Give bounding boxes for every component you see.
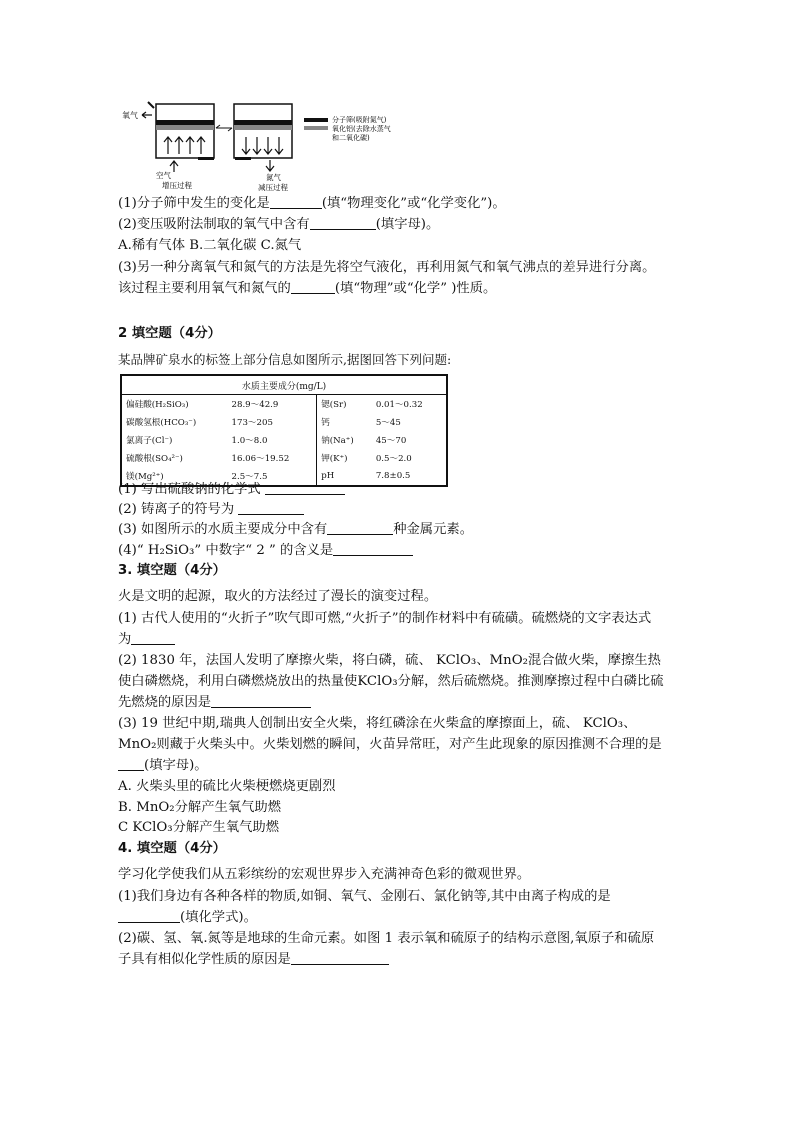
label-nitrogen: 氮气 — [266, 173, 281, 182]
answer-blank[interactable] — [238, 500, 304, 515]
q3-option-a: A. 火柴头里的硫比火柴梗燃烧更剧烈 — [118, 779, 336, 794]
q1-line5: 该过程主要利用氧气和氮气的 (填“物理”或“化学” )性质。 — [118, 281, 497, 296]
q2-s2: (2) 铸离子的符号为 — [118, 500, 304, 520]
q2-title: 2 填空题（4分） — [118, 326, 221, 341]
legend-alumina-2: 和二氧化碳) — [332, 134, 370, 142]
q3-p3c: (填字母)。 — [118, 756, 208, 776]
answer-blank[interactable] — [270, 194, 322, 209]
table-row: 镁(Mg²⁺) 2.5～7.5 pH 7.8±0.5 — [121, 467, 447, 486]
q2-intro: 某品牌矿泉水的标签上部分信息如图所示,据图回答下列问题: — [118, 352, 452, 367]
answer-blank[interactable] — [118, 908, 180, 923]
q3-p2b: 使白磷燃烧，利用白磷燃烧放出的热量使KClO₃分解，然后硫燃烧。推测摩擦过程中白磷比硫 — [118, 674, 664, 689]
q4-title: 4. 填空题（4分） — [118, 841, 226, 856]
legend-alumina: 氧化铝(去除水蒸气 — [332, 125, 391, 133]
label-air: 空气 — [156, 171, 171, 180]
label-depressurize: 减压过程 — [258, 183, 288, 192]
q3-intro: 火是文明的起源，取火的方法经过了漫长的演变过程。 — [118, 589, 438, 604]
answer-blank[interactable] — [327, 520, 393, 535]
q1-line1: (1)分子筛中发生的变化是 (填“物理变化”或“化学变化”)。 — [118, 196, 506, 211]
label-pressurize: 增压过程 — [162, 181, 192, 190]
table-row: 氯离子(Cl⁻) 1.0～8.0 钠(Na⁺) 45～70 — [121, 431, 447, 449]
q1-line2: (2)变压吸附法制取的氧气中含有 (填字母)。 — [118, 217, 440, 232]
q3-p3b: MnO₂则藏于火柴头中。火柴划燃的瞬间，火苗异常旺，对产生此现象的原因推测不合理的是 — [118, 737, 662, 752]
table-row: 碳酸氢根(HCO₃⁻) 173～205 钙 5～45 — [121, 413, 447, 431]
answer-blank[interactable] — [118, 756, 144, 771]
answer-blank[interactable] — [265, 480, 345, 495]
q3-p1: (1) 古代人使用的“火折子”吹气即可燃,“火折子”的制作材料中有硫磺。硫燃烧的文字表达式 — [118, 611, 652, 626]
answer-blank[interactable] — [333, 541, 413, 556]
q4-p2: (2)碳、氢、氧.氮等是地球的生命元素。如图 1 表示氧和硫原子的结构示意图,氧原子和硫原 — [118, 931, 655, 946]
answer-blank[interactable] — [131, 630, 175, 645]
q4-intro: 学习化学使我们从五彩缤纷的宏观世界步入充满神奇色彩的微观世界。 — [118, 867, 531, 882]
q1-line4: (3)另一种分离氧气和氮气的方法是先将空气液化，再利用氮气和氧气沸点的差异进行分离。 — [118, 260, 656, 275]
pressure-swing-adsorption-diagram — [118, 100, 418, 192]
q3-p3: (3) 19 世纪中期,瑞典人创制出安全火柴，将红磷涂在火柴盒的摩擦面上，硫、 KClO₃、 — [118, 716, 637, 731]
table-title: 水质主要成分(mg/L) — [121, 375, 447, 395]
table-row: 偏硅酸(H₂SiO₃) 28.9～42.9 锶(Sr) 0.01～0.32 — [121, 395, 447, 414]
q4-p1b: (填化学式)。 — [118, 908, 257, 928]
q3-option-c: C KClO₃分解产生氧气助燃 — [118, 820, 280, 835]
q3-p2: (2) 1830 年，法国人发明了摩擦火柴，将白磷，硫、 KClO₃、MnO₂混合做火柴，摩擦生热 — [118, 653, 661, 668]
q2-s1: (1) 写出硫酸钠的化学式 — [118, 480, 345, 500]
answer-blank[interactable] — [291, 950, 389, 965]
q1-options: A.稀有气体 B.二氧化碳 C.氮气 — [118, 238, 302, 253]
answer-blank[interactable] — [310, 215, 376, 230]
table-row: 硫酸根(SO₄²⁻) 16.06～19.52 钾(K⁺) 0.5～2.0 — [121, 449, 447, 467]
q4-p2b: 子具有相似化学性质的原因是 — [118, 950, 389, 970]
q3-p2c: 先燃烧的原因是 — [118, 693, 311, 713]
label-oxygen: 氧气 — [122, 111, 138, 120]
q3-p1b: 为 — [118, 630, 175, 650]
q4-p1: (1)我们身边有各种各样的物质,如铜、氧气、金刚石、氯化钠等,其中由离子构成的是 — [118, 889, 611, 904]
answer-blank[interactable] — [211, 693, 311, 708]
q3-option-b: B. MnO₂分解产生氧气助燃 — [118, 800, 282, 815]
q2-s3: (3) 如图所示的水质主要成分中含有 种金属元素。 — [118, 522, 473, 537]
q3-title: 3. 填空题（4分） — [118, 563, 226, 578]
water-quality-table — [120, 374, 448, 487]
q2-s4: (4)“ H₂SiO₃” 中数字“ 2 ” 的含义是 — [118, 541, 413, 561]
legend-sieve: 分子筛(吸附氮气) — [332, 116, 387, 124]
answer-blank[interactable] — [291, 279, 335, 294]
